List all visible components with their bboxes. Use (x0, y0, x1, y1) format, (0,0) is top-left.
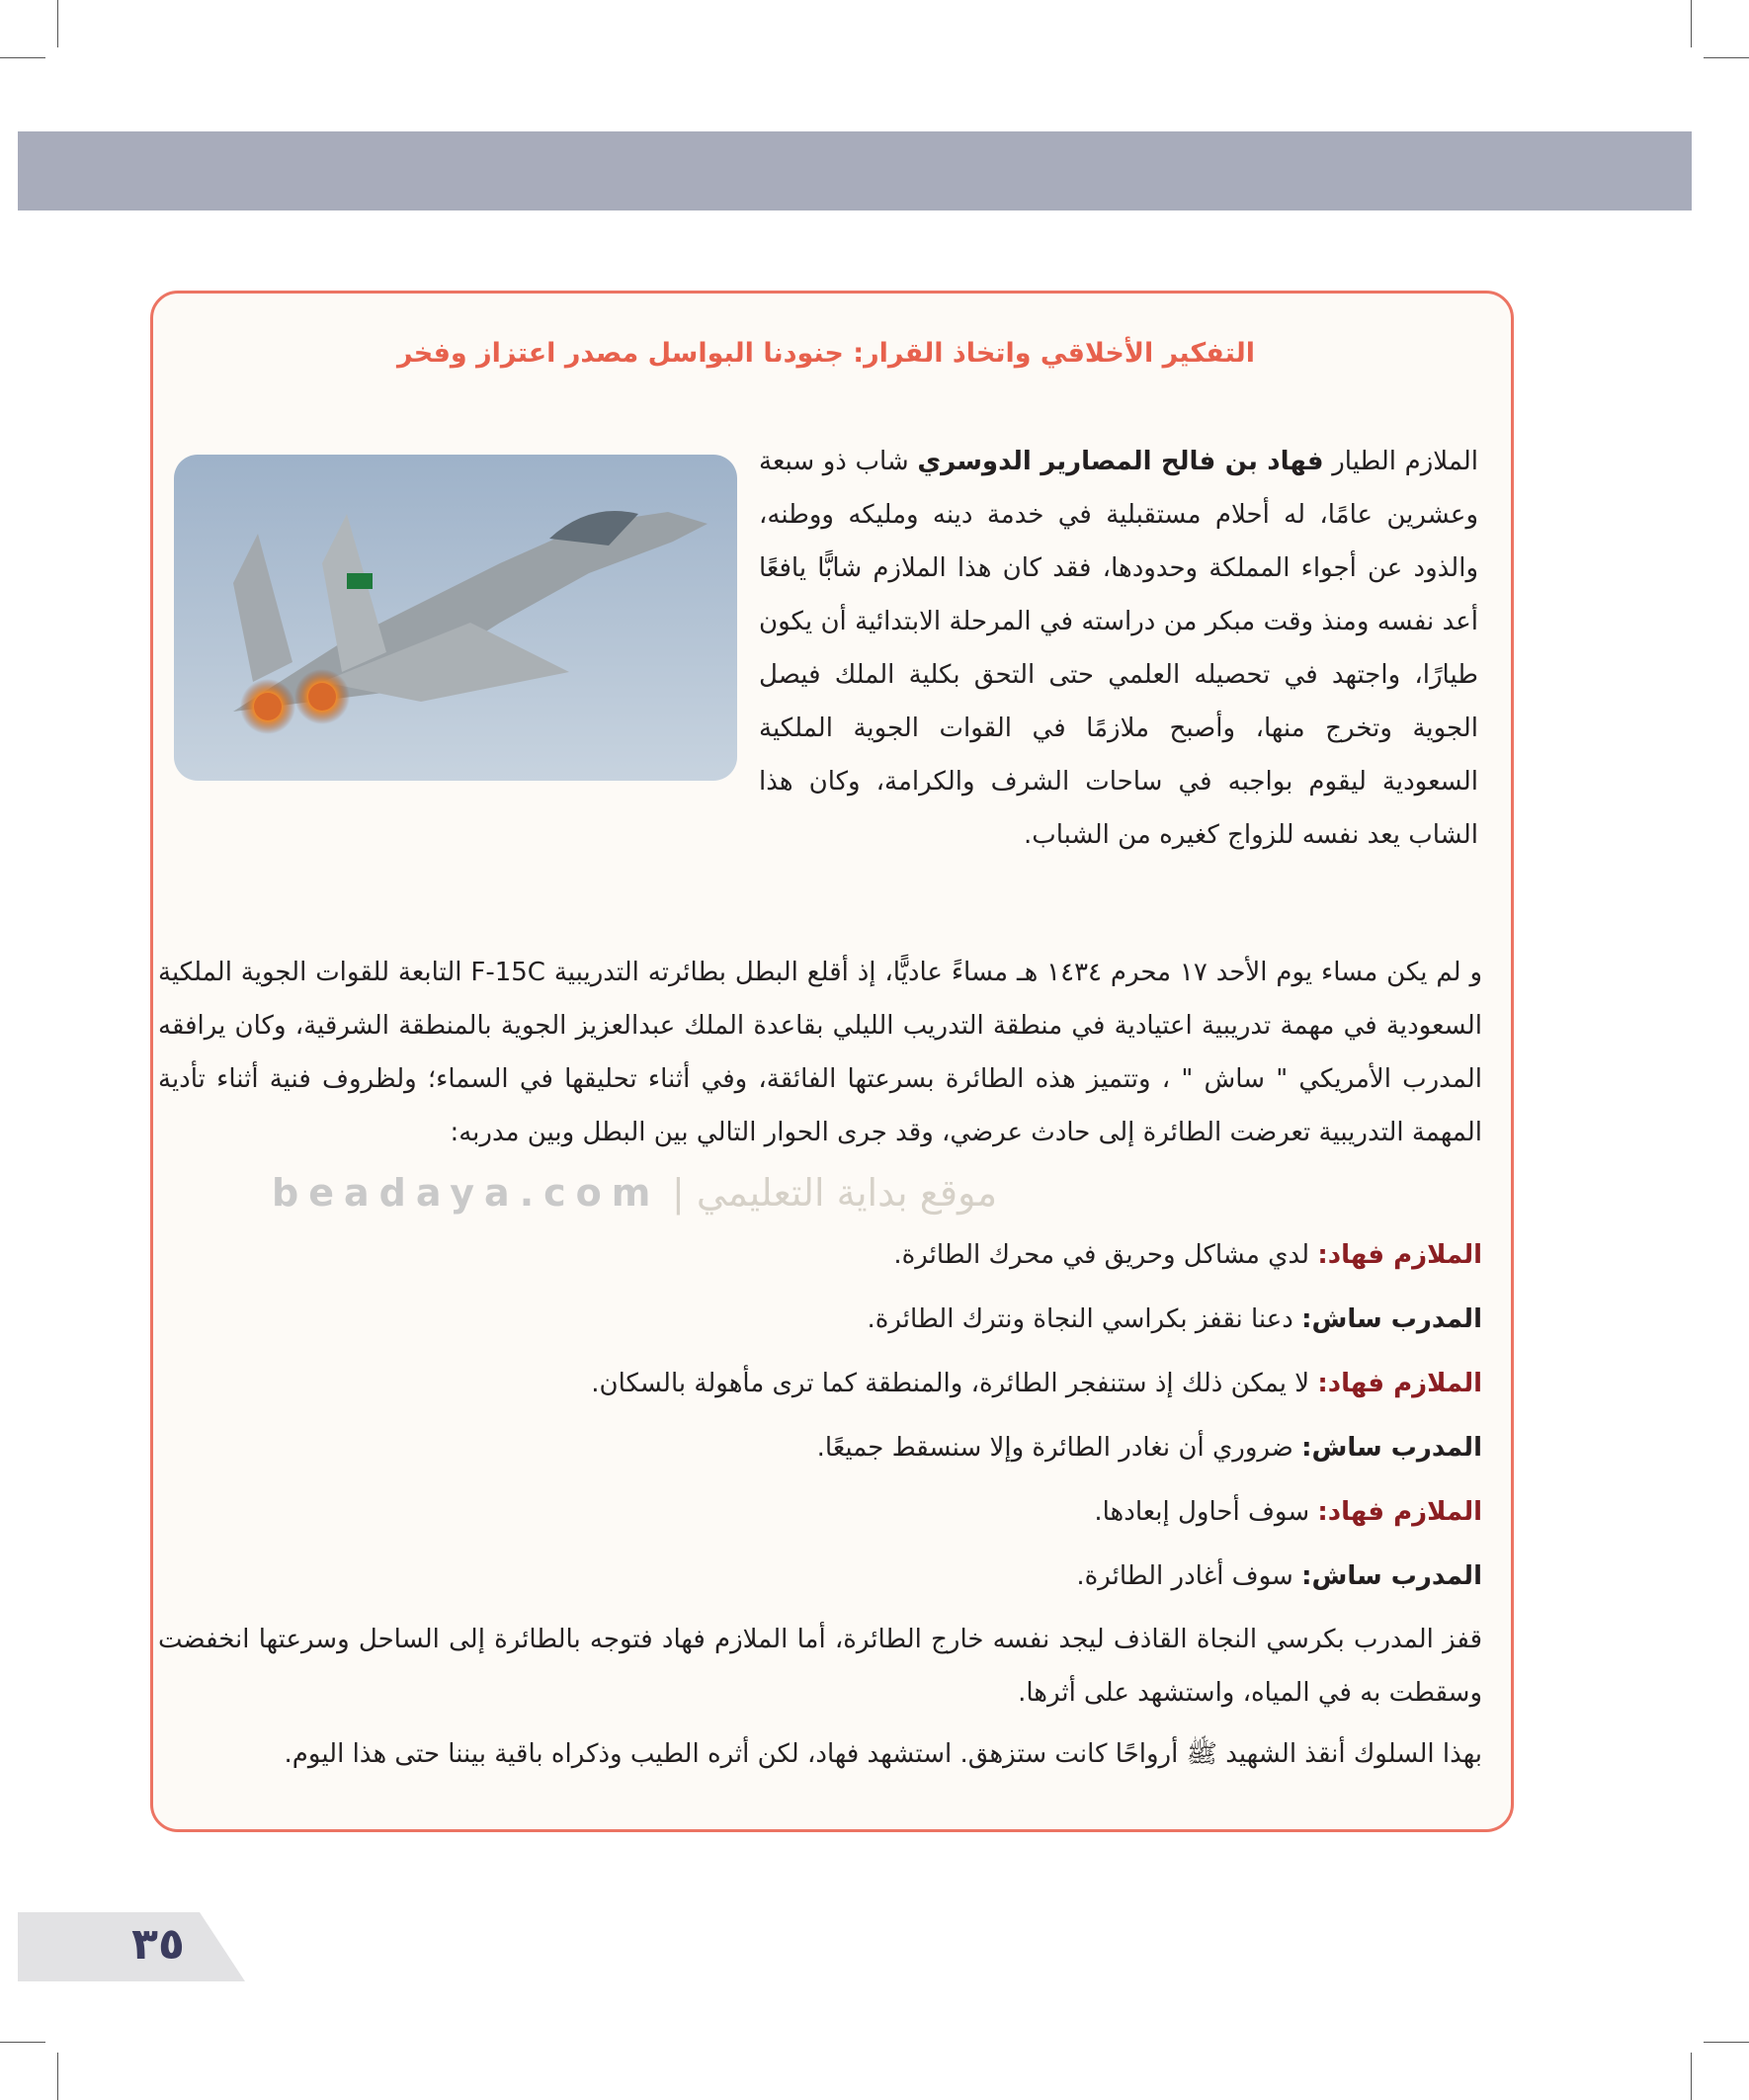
story-paragraph (158, 946, 1482, 1159)
speaker-label: الملازم فهاد: (1317, 1369, 1482, 1398)
dialogue-line (158, 1561, 1482, 1591)
speaker-label: الملازم فهاد: (1317, 1497, 1482, 1527)
watermark-site-name: موقع بداية التعليمي | (672, 1171, 998, 1215)
speaker-label: المدرب ساش: (1301, 1433, 1482, 1463)
intro-text-start: الملازم الطيار (1323, 447, 1478, 476)
dialogue-text: ضروري أن نغادر الطائرة وإلا سنسقط جميعًا. (816, 1433, 1302, 1463)
fighter-jet-photo (174, 455, 737, 781)
dialogue-line (158, 1497, 1482, 1527)
crop-mark (1691, 0, 1692, 47)
dialogue-text: لا يمكن ذلك إذ ستنفجر الطائرة، والمنطقة كما ترى مأهولة بالسكان. (591, 1369, 1318, 1398)
crop-mark (0, 2042, 45, 2043)
crop-mark (1704, 2042, 1749, 2043)
crop-mark (1704, 57, 1749, 58)
dialogue-text: دعنا نقفز بكراسي النجاة ونترك الطائرة. (867, 1304, 1302, 1334)
ending-paragraph (158, 1613, 1482, 1720)
dialogue-text: لدي مشاكل وحريق في محرك الطائرة. (893, 1240, 1318, 1270)
intro-paragraph (759, 435, 1478, 862)
dialogue-line (158, 1369, 1482, 1398)
crop-mark (1691, 2053, 1692, 2100)
speaker-label: المدرب ساش: (1301, 1304, 1482, 1334)
dialogue-text: سوف أحاول إبعادها. (1094, 1497, 1318, 1527)
story-text: و لم يكن مساء يوم الأحد ١٧ محرم ١٤٣٤ هـ مساءً عاديًّا، إذ أقلع البطل بطائرته التدريبية F-15C التابعة للقوات الجوية الملكية السعودية في مهمة تدريبية اعتيادية في منطقة التدريب الليلي بقاعدة الملك عبدالعزيز الجوية بالمنطقة الشرقية، وكان يرافقه المدرب الأمريكي " ساش " ، وتتميز هذه الطائرة بسرعتها الفائقة، وفي أثناء تحليقها في السماء؛ ولظروف فنية أثناء تأدية المهمة التدريبية تعرضت الطائرة إلى حادث عرضي، وقد جرى الحوار التالي بين البطل وبين مدربه: (158, 958, 1483, 1147)
speaker-label: المدرب ساش: (1301, 1561, 1482, 1591)
closing-text: بهذا السلوك أنقذ الشهيد ﷺ أرواحًا كانت ستزهق. استشهد فهاد، لكن أثره الطيب وذكراه باقية بيننا حتى هذا اليوم. (284, 1739, 1482, 1769)
crop-mark (57, 2053, 58, 2100)
page-number: ٣٥ (131, 1919, 185, 1970)
closing-line (158, 1737, 1482, 1775)
section-title: التفكير الأخلاقي واتخاذ القرار: جنودنا البواسل مصدر اعتزاز وفخر (396, 338, 1255, 369)
speaker-label: الملازم فهاد: (1317, 1240, 1482, 1270)
dialogue-line (158, 1304, 1482, 1334)
ending-text: قفز المدرب بكرسي النجاة القاذف ليجد نفسه خارج الطائرة، أما الملازم فهاد فتوجه بالطائرة إلى الساحل وسرعتها انخفضت وسقطت به في المياه، واستشهد على أثرها. (158, 1625, 1482, 1708)
watermark-url: beadaya.com (272, 1171, 661, 1215)
hero-name: فهاد بن فالح المصارير الدوسري (917, 447, 1324, 476)
crop-mark (57, 0, 58, 47)
dialogue-line (158, 1240, 1482, 1270)
dialogue-line (158, 1433, 1482, 1463)
intro-text-rest: شاب ذو سبعة وعشرين عامًا، له أحلام مستقبلية في خدمة دينه ومليكه ووطنه، والذود عن أجواء المملكة وحدودها، فقد كان هذا الملازم شابًّا يافعًا أعد نفسه ومنذ وقت مبكر من دراسته في المرحلة الابتدائية أن يكون طيارًا، واجتهد في تحصيله العلمي حتى التحق بكلية الملك فيصل الجوية وتخرج منها، وأصبح ملازمًا في القوات الجوية الملكية السعودية ليقوم بواجبه في ساحات الشرف والكرامة، وكان هذا الشاب يعد نفسه للزواج كغيره من الشباب. (759, 447, 1478, 850)
header-bar (18, 131, 1692, 210)
crop-mark (0, 57, 45, 58)
dialogue-text: سوف أغادر الطائرة. (1076, 1561, 1302, 1591)
